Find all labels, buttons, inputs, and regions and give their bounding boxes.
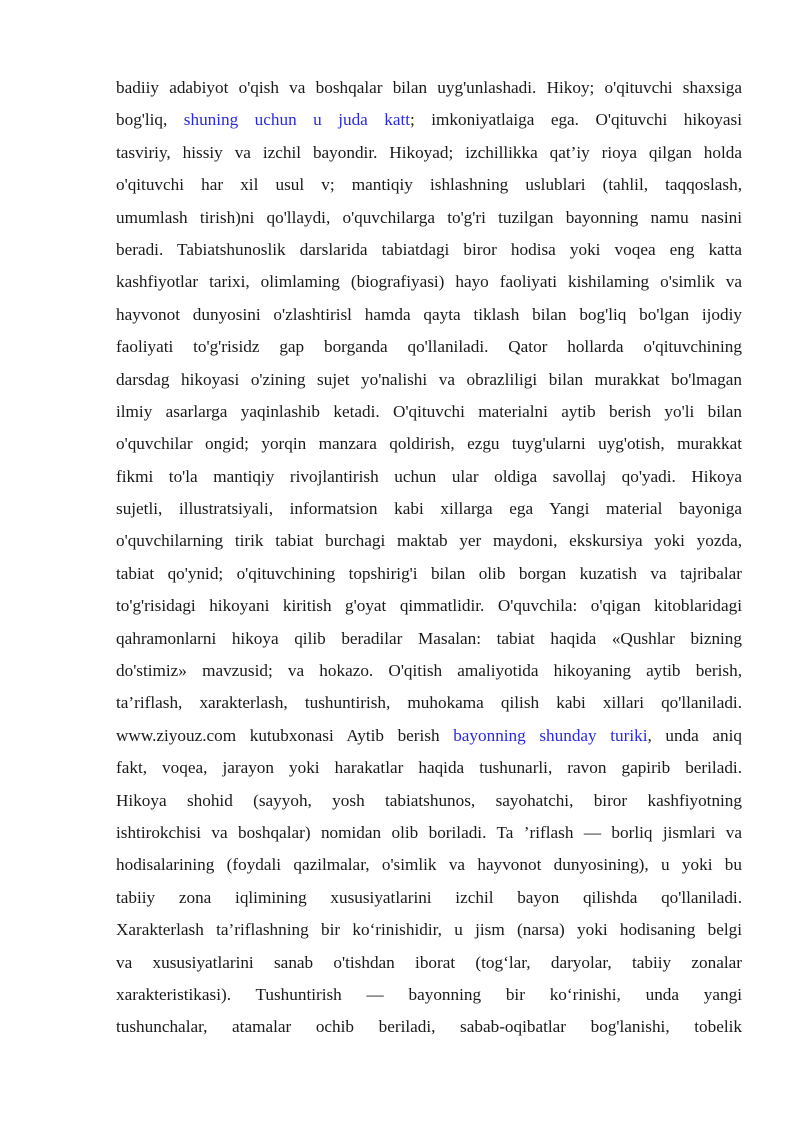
text-line	[116, 1011, 742, 1043]
text-segment: ilmiy asarlarga yaqinlashib ketadi. O'qituvchi materialni aytib berish yo'li bilan	[116, 401, 742, 421]
text-segment: tabiiy zona iqlimining xususiyatlarini izchil bayon qilishda qo'llaniladi.	[116, 887, 742, 907]
text-line	[116, 266, 742, 298]
text-segment: kashfiyotlar tarixi, olimlaming (biografiyasi) hayo faoliyati kishilaming o'simlik va	[116, 272, 742, 292]
text-line	[116, 461, 742, 493]
text-line	[116, 137, 742, 169]
text-segment: fikmi to'la mantiqiy rivojlantirish uchun ular oldiga savollaj qo'yadi. Hikoya	[116, 466, 742, 486]
text-line	[116, 364, 742, 396]
text-line	[116, 882, 742, 914]
text-segment: ishtirokchisi va boshqalar) nomidan olib boriladi. Ta ’riflash — borliq jismlari va	[116, 822, 742, 842]
text-segment: Hikoya shohid (sayyoh, yosh tabiatshunos, sayohatchi, biror kashfiyotning	[116, 790, 742, 810]
text-line	[116, 785, 742, 817]
text-segment: umumlash tirish)ni qo'llaydi, o'quvchilarga to'g'ri tuzilgan bayonning namu nasini	[116, 207, 742, 227]
text-line	[116, 104, 742, 136]
text-segment: hodisalarining (foydali qazilmalar, o'simlik va hayvonot dunyosining), u yoki bu	[116, 855, 742, 875]
text-line	[116, 590, 742, 622]
text-line	[116, 558, 742, 590]
text-segment: Xarakterlash ta’riflashning bir ko‘rinishidir, u jism (narsa) yoki hodisaning belgi	[116, 920, 742, 940]
text-segment: darsdag hikoyasi o'zining sujet yo'nalishi va obrazliligi bilan murakkat bo'lmagan	[116, 369, 742, 389]
text-line	[116, 623, 742, 655]
text-segment: tasviriy, hissiy va izchil bayondir. Hikoyad; izchillikka qat’iy rioya qilgan holda	[116, 142, 742, 162]
text-line	[116, 687, 742, 719]
text-line	[116, 72, 742, 104]
text-segment: o'quvchilarning tirik tabiat burchagi maktab yer maydoni, ekskursiya yoki yozda,	[116, 531, 742, 551]
text-segment: tushunchalar, atamalar ochib beriladi, sabab-oqibatlar bog'lanishi, tobelik	[116, 1017, 742, 1037]
text-line	[116, 299, 742, 331]
text-line	[116, 493, 742, 525]
text-segment: to'g'risidagi hikoyani kiritish g'oyat qimmatlidir. O'quvchila: o'qigan kitoblaridagi	[116, 596, 742, 616]
text-segment: do'stimiz» mavzusid; va hokazo. O'qitish amaliyotida hikoyaning aytib berish,	[116, 661, 742, 681]
text-segment: fakt, voqea, jarayon yoki harakatlar haqida tushunarli, ravon gapirib beriladi.	[116, 758, 742, 778]
text-line	[116, 947, 742, 979]
text-line	[116, 979, 742, 1011]
highlighted-phrase: bayonning shunday turiki	[453, 725, 648, 745]
text-segment: ta’riflash, xarakterlash, tushuntirish, muhokama qilish kabi xillari qo'llaniladi.	[116, 693, 742, 713]
text-segment: o'qituvchi har xil usul v; mantiqiy ishlashning uslublari (tahlil, taqqoslash,	[116, 175, 742, 195]
text-segment: beradi. Tabiatshunoslik darslarida tabiatdagi biror hodisa yoki voqea eng katta	[116, 239, 742, 259]
text-line	[116, 914, 742, 946]
text-segment: sujetli, illustratsiyali, informatsion kabi xillarga ega Yangi material bayoniga	[116, 499, 742, 519]
text-segment: www.ziyouz.com kutubxonasi Aytib berish	[116, 725, 454, 745]
text-line	[116, 202, 742, 234]
text-line	[116, 752, 742, 784]
body-text	[116, 72, 742, 1044]
text-segment: bog'liq,	[116, 110, 184, 130]
text-line	[116, 428, 742, 460]
text-segment: hayvonot dunyosini o'zlashtirisl hamda qayta tiklash bilan bog'liq bo'lgan ijodiy	[116, 304, 742, 324]
text-line	[116, 525, 742, 557]
text-line	[116, 331, 742, 363]
text-line	[116, 169, 742, 201]
text-segment: tabiat qo'ynid; o'qituvchining topshirig'i bilan olib borgan kuzatish va tajribalar	[116, 563, 742, 583]
text-segment: qahramonlarni hikoya qilib beradilar Masalan: tabiat haqida «Qushlar bizning	[116, 628, 742, 648]
text-segment: badiiy adabiyot o'qish va boshqalar bilan uyg'unlashadi. Hikoy; o'qituvchi shaxsiga	[116, 78, 742, 97]
text-segment: va xususiyatlarini sanab o'tishdan iborat (tog‘lar, daryolar, tabiiy zonalar	[116, 952, 742, 972]
text-segment: , unda aniq	[647, 725, 742, 745]
text-line	[116, 234, 742, 266]
text-line	[116, 817, 742, 849]
text-line	[116, 720, 742, 752]
highlighted-phrase: shuning uchun u juda katt	[183, 110, 411, 130]
text-line	[116, 849, 742, 881]
text-line	[116, 655, 742, 687]
text-segment: xarakteristikasi). Tushuntirish — bayonning bir ko‘rinishi, unda yangi	[116, 984, 742, 1004]
text-segment: ; imkoniyatlaiga ega. O'qituvchi hikoyasi	[410, 110, 742, 130]
text-line	[116, 396, 742, 428]
text-segment: o'quvchilar ongid; yorqin manzara qoldirish, ezgu tuyg'ularni uyg'otish, murakkat	[116, 434, 742, 454]
text-segment: faoliyati to'g'risidz gap borganda qo'llaniladi. Qator hollarda o'qituvchining	[116, 337, 742, 357]
